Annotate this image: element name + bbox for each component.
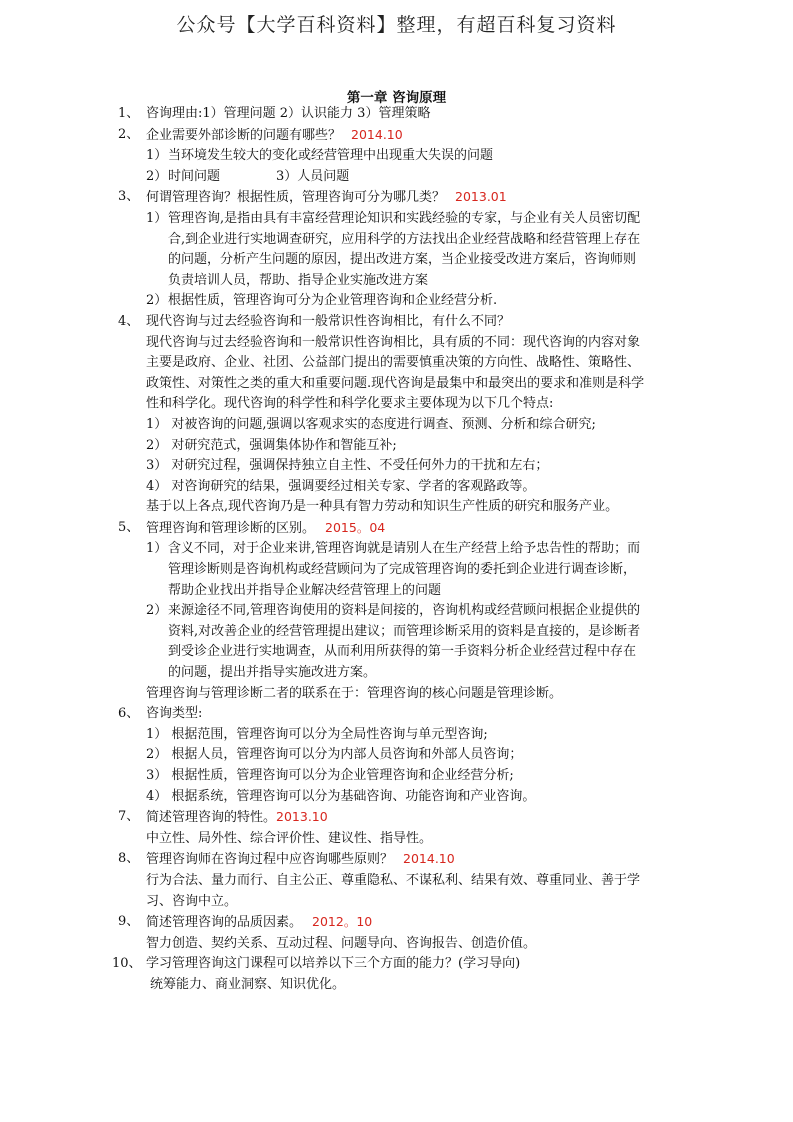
item-text: 对研究范式，强调集体协作和智能互补; <box>171 437 397 453</box>
answer-item <box>0 601 793 622</box>
answer-paragraph-line: 政策性、对策性之类的重大和重要问题.现代咨询是最集中和最突出的要求和准则是科学 <box>146 375 645 391</box>
item-number: 1） <box>146 416 168 432</box>
question-6 <box>0 704 793 725</box>
item-number: 1） <box>146 541 168 557</box>
item-text-line: 的问题，提出并指导实施改进方案。 <box>168 665 377 681</box>
item-text-line: 到受诊企业进行实地调查，从而利用所获得的第一手资料分析企业经营过程中存在 <box>168 644 637 660</box>
item-text-line: 负责培训人员，帮助、指导企业实施改进方案 <box>168 272 429 288</box>
question-text: 咨询理由:1）管理问题 2）认识能力 3）管理策略 <box>146 106 431 121</box>
item-number: 2） <box>146 437 168 453</box>
question-text: 简述管理咨询的品质因素。 <box>146 915 303 931</box>
item-number: 2） <box>146 168 168 184</box>
item-number: 2） <box>146 747 168 763</box>
answer-text: 中立性、局外性、综合评价性、建议性、指导性。 <box>146 830 433 846</box>
answer-paragraph-line: 现代咨询与过去经验咨询和一般常识性咨询相比，具有质的不同：现代咨询的内容对象 <box>146 334 641 350</box>
list-item <box>0 745 793 766</box>
item-text-line: 帮助企业找出并指导企业解决经营管理上的问题 <box>168 582 442 598</box>
exam-date: 2013.10 <box>276 809 328 825</box>
question-4 <box>0 312 793 333</box>
item-number: 2） <box>146 293 168 309</box>
list-item <box>0 477 793 498</box>
item-text: 根据人员，管理咨询可以分为内部人员咨询和外部人员咨询； <box>171 747 523 763</box>
question-5 <box>0 518 793 540</box>
answer-text: 行为合法、量力而行、自主公正、尊重隐私、不谋私利、结果有效、尊重同业、善于学 <box>146 872 641 888</box>
question-text: 咨询类型: <box>146 706 203 722</box>
question-number: 6、 <box>118 706 140 722</box>
item-number: 1） <box>146 726 168 742</box>
list-item <box>0 766 793 787</box>
question-number: 9、 <box>118 914 140 930</box>
question-text: 何谓管理咨询？根据性质，管理咨询可分为哪几类？ <box>146 190 446 206</box>
question-number: 3、 <box>118 189 140 205</box>
item-text: 对被咨询的问题,强调以客观求实的态度进行调查、预测、分析和综合研究; <box>171 416 596 432</box>
answer-text: 统筹能力、商业洞察、知识优化。 <box>150 976 346 992</box>
item-text-line: 合,到企业进行实地调查研究，应用科学的方法找出企业经营战略和经营管理上存在 <box>168 231 641 247</box>
question-number: 7、 <box>118 809 140 825</box>
answer-item <box>0 291 793 312</box>
item-text: 根据范围，管理咨询可以分为全局性咨询与单元型咨询; <box>171 726 488 742</box>
list-item <box>0 436 793 457</box>
answer-paragraph-line: 主要是政府、企业、社团、公益部门提出的需要慎重决策的方向性、战略性、策略性、 <box>146 355 641 371</box>
question-3 <box>0 187 793 209</box>
item-text: 根据性质，管理咨询可分为企业管理咨询和企业经营分析. <box>168 293 498 309</box>
item-text-line: 管理诊断则是咨询机构或经营顾问为了完成管理咨询的委托到企业进行调查诊断， <box>168 562 637 578</box>
answer-paragraph-line: 性和科学化。现代咨询的科学性和科学化要求主要体现为以下几个特点: <box>146 396 554 412</box>
question-10 <box>0 954 793 975</box>
item-number: 3） <box>146 458 168 474</box>
answer-item <box>0 167 793 188</box>
item-number: 3） <box>146 768 168 783</box>
exam-date: 2013.01 <box>455 189 507 205</box>
answer-summary: 基于以上各点,现代咨询乃是一种具有智力劳动和知识生产性质的研究和服务产业。 <box>146 499 619 515</box>
item-text: 根据性质，管理咨询可以分为企业管理咨询和企业经营分析; <box>171 768 514 783</box>
page-header: 公众号【大学百科资料】整理，有超百科复习资料 <box>176 14 617 36</box>
item-number: 4） <box>146 788 168 804</box>
exam-date: 2012。10 <box>312 914 373 930</box>
question-1 <box>0 104 793 125</box>
list-item <box>0 787 793 808</box>
item-text-line: 资料,对改善企业的经营管理提出建议；而管理诊断采用的资料是直接的，是诊断者 <box>168 623 641 639</box>
chapter-title: 第一章 咨询原理 <box>346 90 447 106</box>
question-2 <box>0 125 793 147</box>
exam-date: 2014.10 <box>403 851 455 867</box>
item-text-line: 的问题，分析产生问题的原因，提出改进方案，当企业接受改进方案后，咨询师则 <box>168 252 637 268</box>
item-text: 当环境发生较大的变化或经营管理中出现重大失误的问题 <box>168 148 494 164</box>
answer-summary: 管理咨询与管理诊断二者的联系在于：管理咨询的核心问题是管理诊断。 <box>146 685 563 701</box>
question-number: 8、 <box>118 851 140 867</box>
item-text: 时间问题 <box>168 168 221 184</box>
item-text: 对咨询研究的结果，强调要经过相关专家、学者的客观路政等。 <box>171 478 536 494</box>
exam-date: 2015。04 <box>325 519 386 535</box>
question-text: 现代咨询与过去经验咨询和一般常识性咨询相比，有什么不同？ <box>146 313 511 329</box>
exam-date: 2014.10 <box>351 126 403 142</box>
question-text: 简述管理咨询的特性。 <box>146 810 277 826</box>
item-text: 管理咨询,是指由具有丰富经营理论知识和实践经验的专家，与企业有关人员密切配 <box>168 210 641 226</box>
question-text: 管理咨询和管理诊断的区别。 <box>146 520 316 536</box>
question-text: 学习管理咨询这门课程可以培养以下三个方面的能力？(学习导向) <box>146 956 521 972</box>
question-text: 企业需要外部诊断的问题有哪些？ <box>146 127 342 143</box>
item-text: 3）人员问题 <box>276 168 350 184</box>
list-item <box>0 415 793 436</box>
item-text: 根据系统，管理咨询可以分为基础咨询、功能咨询和产业咨询。 <box>171 788 536 804</box>
document-body <box>0 104 793 996</box>
item-text: 含义不同，对于企业来讲,管理咨询就是请别人在生产经营上给予忠告性的帮助；而 <box>168 541 641 557</box>
question-9 <box>0 912 793 934</box>
question-number: 1、 <box>118 106 140 121</box>
question-number: 10、 <box>112 956 142 972</box>
answer-item <box>0 539 793 560</box>
answer-item <box>0 146 793 167</box>
item-number: 1） <box>146 148 168 164</box>
answer-item <box>0 209 793 230</box>
item-text: 来源途径不同,管理咨询使用的资料是间接的，咨询机构或经营顾问根据企业提供的 <box>168 603 641 619</box>
list-item <box>0 456 793 477</box>
question-8 <box>0 849 793 871</box>
question-number: 4、 <box>118 313 140 329</box>
question-7 <box>0 807 793 829</box>
item-number: 2） <box>146 603 168 619</box>
question-number: 2、 <box>118 126 140 142</box>
answer-text: 智力创造、契约关系、互动过程、问题导向、咨询报告、创造价值。 <box>146 935 537 951</box>
item-number: 1） <box>146 210 168 226</box>
list-item <box>0 725 793 746</box>
item-number: 4） <box>146 478 168 494</box>
question-text: 管理咨询师在咨询过程中应咨询哪些原则？ <box>146 852 394 868</box>
item-text: 对研究过程，强调保持独立自主性、不受任何外力的干扰和左右； <box>171 458 549 474</box>
answer-text: 习、咨询中立。 <box>146 893 238 909</box>
question-number: 5、 <box>118 519 140 535</box>
